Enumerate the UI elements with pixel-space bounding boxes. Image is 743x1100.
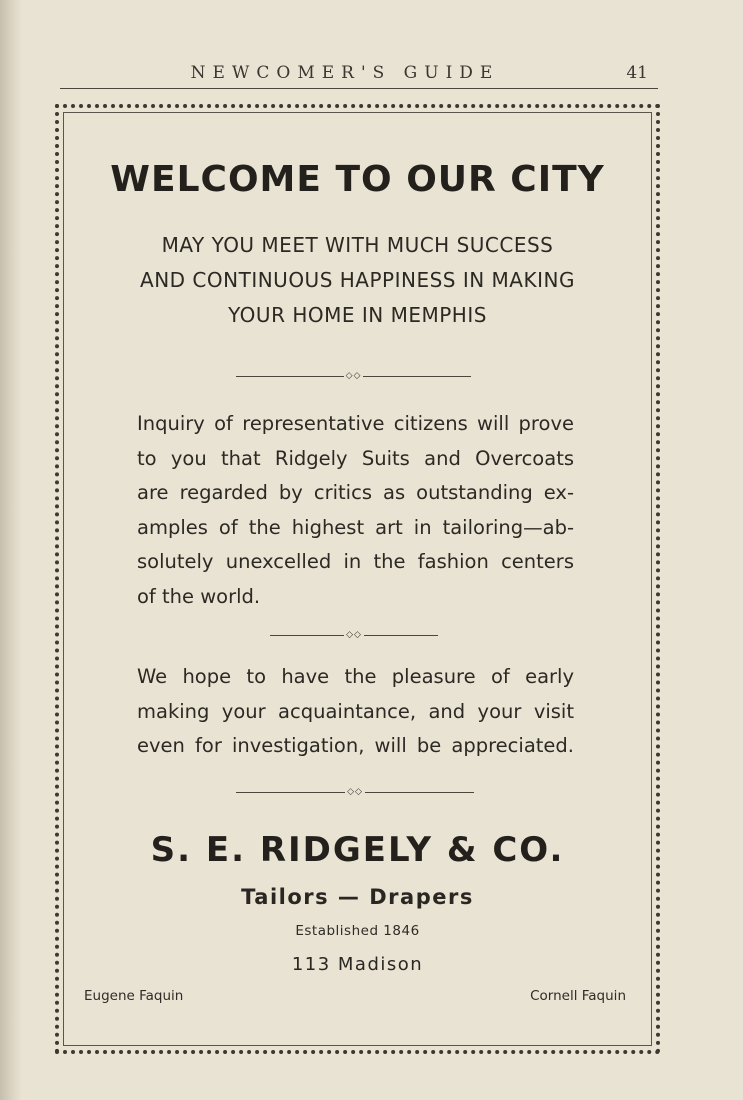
company-address: 113 Madison	[291, 954, 424, 975]
subhead-line: AND CONTINUOUS HAPPINESS IN MAKING	[140, 268, 575, 292]
subhead-line: YOUR HOME IN MEMPHIS	[228, 303, 487, 327]
ad-subhead	[63, 228, 652, 333]
established-year: Established 1846	[295, 923, 420, 939]
ornamental-divider: ◇◇	[270, 628, 438, 642]
proprietor-right: Cornell Faquin	[530, 988, 626, 1004]
ornamental-divider: ◇◇	[236, 785, 474, 799]
page-binding-shadow	[0, 0, 22, 1100]
paragraph-line: We hope to have the pleasure of early	[137, 665, 574, 688]
page-number: 41	[626, 63, 648, 83]
ad-headline: WELCOME TO OUR CITY	[110, 159, 605, 200]
paragraph-line: are regarded by critics as outstanding ex-	[137, 481, 574, 504]
subhead-line: MAY YOU MEET WITH MUCH SUCCESS	[161, 233, 554, 257]
proprietor-left: Eugene Faquin	[84, 988, 184, 1004]
paragraph-line: of the world.	[137, 584, 261, 608]
paragraph-line: making your acquaintance, and your visit	[137, 699, 574, 723]
company-name: S. E. RIDGELY & CO.	[150, 830, 565, 870]
paragraph-line: solutely unexcelled in the fashion centers	[137, 550, 574, 573]
running-header-title: NEWCOMER'S GUIDE	[190, 63, 500, 83]
ornamental-divider: ◇◇	[236, 369, 471, 383]
paragraph-line: to you that Ridgely Suits and Overcoats	[137, 446, 574, 470]
paragraph-line: amples of the highest art in tailoring—ab-	[137, 515, 574, 539]
company-trade: Tailors — Drapers	[241, 885, 474, 909]
header-rule	[60, 88, 658, 89]
ad-paragraph-2	[137, 660, 574, 764]
paragraph-line: even for investigation, will be appreciated.	[137, 734, 574, 757]
paragraph-line: Inquiry of representative citizens will prove	[137, 412, 574, 435]
ad-paragraph-1	[137, 407, 574, 614]
